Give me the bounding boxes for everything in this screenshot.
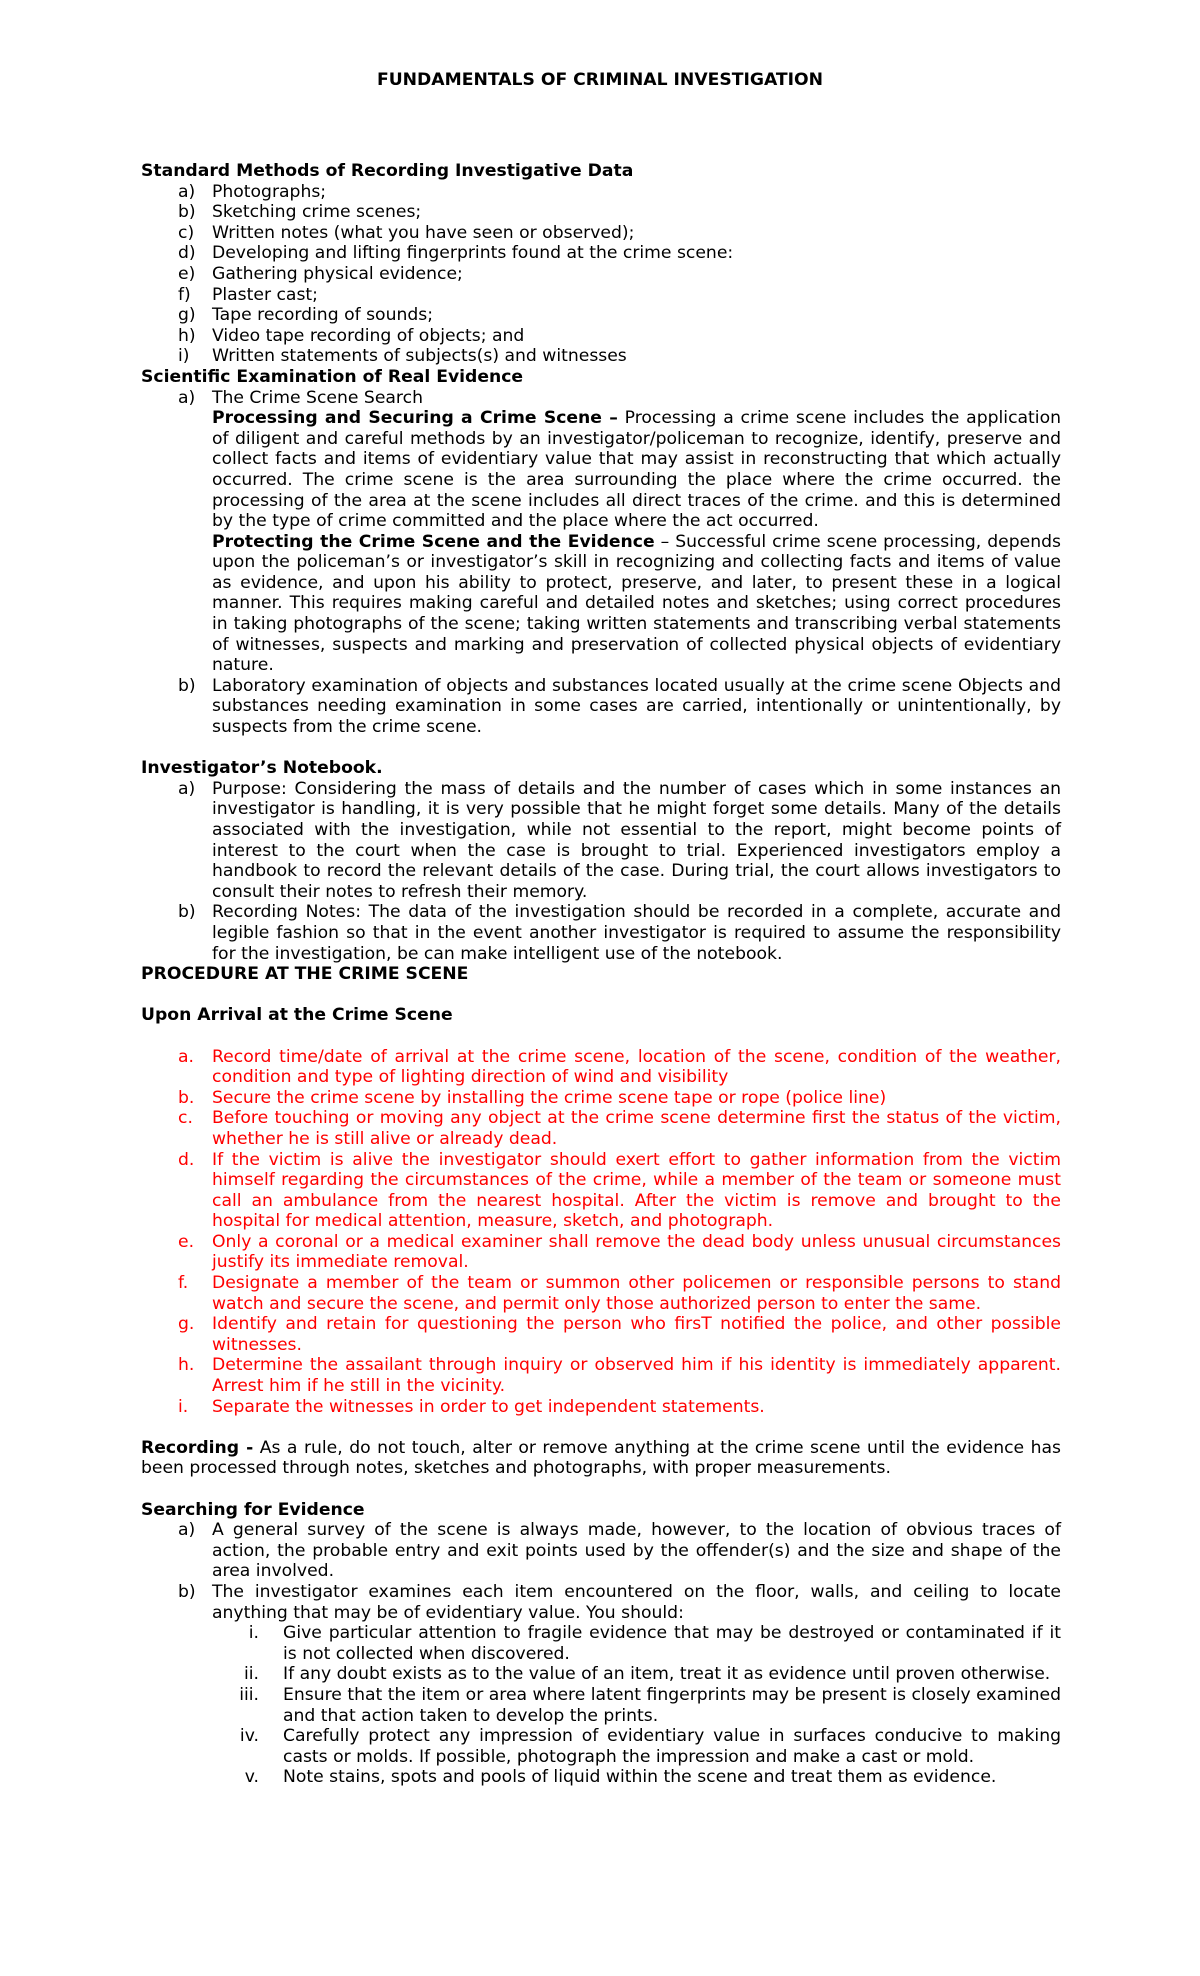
list-item — [141, 243, 1061, 264]
sub-list-item — [141, 1767, 1061, 1788]
list-marker: b. — [178, 1087, 195, 1108]
list-marker: v. — [244, 1767, 259, 1788]
list-item — [141, 388, 1061, 409]
list-marker: b) — [178, 1581, 196, 1602]
list-item — [141, 1088, 1061, 1109]
list-item — [141, 1397, 1061, 1418]
list-marker: g. — [178, 1314, 195, 1335]
list-marker: e. — [178, 1231, 195, 1252]
list-marker: a) — [178, 181, 196, 202]
list-item — [141, 1108, 1061, 1149]
list-marker: h. — [178, 1355, 195, 1376]
list-item — [141, 1232, 1061, 1273]
section-heading-notebook: Investigator’s Notebook. — [141, 758, 383, 779]
list-item-text: If any doubt exists as to the value of an item, treat it as evidence until proven otherwise. — [283, 1664, 1051, 1685]
paragraph-text: Processing a crime scene includes the application of diligent and careful methods by an investigator/policeman to recognize, identify, preserve and collect facts and items of evidentiary value that may assist in reconstructing that which actually occurred. The crime scene is the area surrounding the place where the crime occurred. the processing of the area at the scene includes all direct traces of the crime. and this is determined by the type of crime committed and the place where the act occurred. — [212, 408, 1061, 532]
list-marker: a) — [178, 387, 196, 408]
section-heading-procedure: PROCEDURE AT THE CRIME SCENE — [141, 964, 469, 985]
list-item — [141, 326, 1061, 347]
list-marker: d. — [178, 1149, 195, 1170]
list-marker: ii. — [243, 1664, 259, 1685]
list-item — [141, 285, 1061, 306]
list-marker: b) — [178, 202, 196, 223]
list-item-text: If the victim is alive the investigator should exert effort to gather information from the victim himself regarding the circumstances of the crime, while a member of the team or someone must call an ambulance from the nearest hospital. After the victim is remove and brought to the hospital for medical attention, measure, sketch, and photograph. — [212, 1149, 1061, 1232]
sub-list-item — [141, 1664, 1061, 1685]
list-item-text: Plaster cast; — [212, 284, 318, 305]
list-marker: c) — [178, 222, 195, 243]
list-item — [141, 779, 1061, 903]
paragraph-lead: Processing and Securing a Crime Scene – — [212, 408, 618, 429]
sub-list-item — [141, 1623, 1061, 1664]
paragraph-lead: Recording - — [141, 1437, 254, 1458]
list-marker: a) — [178, 778, 196, 799]
subheading-upon-arrival: Upon Arrival at the Crime Scene — [141, 1005, 453, 1026]
list-item-text: Purpose: Considering the mass of details and the number of cases which in some instances an investigator is handling, it is very possible that he might forget some details. Many of the details associated with the investigation, while not essential to the report, might become points of interest to the court when the case is brought to trial. Experienced investigators employ a handbook to record the relevant details of the case. During trial, the court allows investigators to consult their notes to refresh their memory. — [212, 778, 1061, 902]
list-marker: b) — [178, 902, 196, 923]
list-item-text: Note stains, spots and pools of liquid within the scene and treat them as evidence. — [283, 1767, 997, 1788]
list-item-text: The Crime Scene Search — [212, 387, 423, 408]
list-marker: f) — [178, 284, 191, 305]
list-item-text: Written notes (what you have seen or observed); — [212, 222, 635, 243]
list-marker: a. — [178, 1046, 194, 1067]
document-body — [141, 161, 1061, 1788]
list-item-text: Laboratory examination of objects and substances located usually at the crime scene Objects and substances needing examination in some cases are carried, intentionally or unintentionally, by suspects from the crime scene. — [212, 675, 1061, 738]
list-item-text: Separate the witnesses in order to get independent statements. — [212, 1396, 765, 1417]
list-item — [141, 202, 1061, 223]
list-marker: e) — [178, 263, 196, 284]
list-item-text: Developing and lifting fingerprints found at the crime scene: — [212, 243, 734, 264]
evidence-subitems-list — [141, 1623, 1061, 1788]
list-marker: f. — [178, 1273, 189, 1294]
paragraph-processing-crime-scene — [141, 408, 1061, 532]
list-item-text: The investigator examines each item encountered on the floor, walls, and ceiling to locate anything that may be of evidentiary value. You should: — [212, 1581, 1061, 1623]
list-item-text: Gathering physical evidence; — [212, 263, 463, 284]
document-title: FUNDAMENTALS OF CRIMINAL INVESTIGATION — [376, 70, 824, 90]
list-marker: iv. — [239, 1726, 259, 1747]
paragraph-text: – Successful crime scene processing, depends upon the policeman’s or investigator’s skill in recognizing and collecting facts and items of value as evidence, and upon his ability to protect, preserve, and later, to present these in a logical manner. This requires making careful and detailed notes and sketches; using correct procedures in taking photographs of the scene; taking written statements and transcribing verbal statements of witnesses, suspects and marking and preservation of collected physical objects of evidentiary nature. — [212, 531, 1062, 676]
list-marker: a) — [178, 1520, 196, 1541]
list-item-text: Determine the assailant through inquiry or observed him if his identity is immediately apparent. Arrest him if he still in the vicinity. — [212, 1355, 1061, 1397]
list-item-text: Written statements of subjects(s) and witnesses — [212, 346, 627, 367]
list-item-text: Identify and retain for questioning the person who firsT notified the police, and other possible witnesses. — [212, 1314, 1061, 1355]
list-marker: i) — [178, 346, 190, 367]
list-item-text: Recording Notes: The data of the investigation should be recorded in a complete, accurate and legible fashion so that in the event another investigator is required to assume the responsibility for the investigation, be can make intelligent use of the notebook. — [212, 902, 1061, 964]
list-item — [141, 1314, 1061, 1355]
list-item — [141, 1273, 1061, 1314]
list-item-text: Record time/date of arrival at the crime scene, location of the scene, condition of the weather, condition and type of lighting direction of wind and visibility — [212, 1046, 1061, 1088]
list-marker: g) — [178, 305, 196, 326]
list-item-text: Sketching crime scenes; — [212, 202, 422, 223]
list-item — [141, 1355, 1061, 1396]
list-item-text: Before touching or moving any object at the crime scene determine first the status of the victim, whether he is still alive or already dead. — [212, 1108, 1061, 1149]
list-item-text: Give particular attention to fragile evidence that may be destroyed or contaminated if it is not collected when discovered. — [283, 1623, 1061, 1664]
list-item — [141, 264, 1061, 285]
list-item-text: Ensure that the item or area where latent fingerprints may be present is closely examined and that action taken to develop the prints. — [283, 1684, 1061, 1726]
sub-list-item — [141, 1685, 1061, 1726]
paragraph-text: As a rule, do not touch, alter or remove anything at the crime scene until the evidence has been processed through notes, sketches and photographs, with proper measurements. — [141, 1437, 1061, 1479]
list-item-text: Only a coronal or a medical examiner shall remove the dead body unless unusual circumstances justify its immediate removal. — [212, 1231, 1061, 1273]
recording-methods-list — [141, 182, 1061, 367]
list-item-text: Designate a member of the team or summon other policemen or responsible persons to stand watch and secure the scene, and permit only those authorized person to enter the same. — [212, 1273, 1061, 1314]
paragraph-recording — [141, 1438, 1061, 1479]
list-marker: b) — [178, 675, 196, 696]
list-marker: i. — [248, 1623, 259, 1644]
section-heading-recording-methods: Standard Methods of Recording Investigative Data — [141, 161, 634, 181]
list-item-text: A general survey of the scene is always made, however, to the location of obvious traces of action, the probable entry and exit points used by the offender(s) and the size and shape of the area involved. — [212, 1520, 1061, 1582]
list-marker: i. — [178, 1396, 189, 1417]
list-item — [141, 676, 1061, 738]
list-marker: d) — [178, 243, 196, 264]
list-item — [141, 1047, 1061, 1088]
section-heading-scientific-examination: Scientific Examination of Real Evidence — [141, 366, 524, 387]
list-item-text: Photographs; — [212, 181, 327, 202]
list-item-text: Secure the crime scene by installing the crime scene tape or rope (police line) — [212, 1087, 887, 1108]
list-item — [141, 305, 1061, 326]
list-item — [141, 1582, 1061, 1623]
list-item — [141, 1150, 1061, 1232]
list-item — [141, 1520, 1061, 1582]
list-item — [141, 902, 1061, 964]
paragraph-lead: Protecting the Crime Scene and the Evidence — [212, 531, 655, 552]
arrival-steps-list — [141, 1047, 1061, 1418]
list-item-text: Carefully protect any impression of evidentiary value in surfaces conducive to making casts or molds. If possible, photograph the impression and make a cast or mold. — [283, 1726, 1061, 1767]
paragraph-protecting-crime-scene — [141, 532, 1061, 676]
list-marker: c. — [178, 1108, 193, 1129]
list-marker: h) — [178, 325, 196, 346]
list-item — [141, 346, 1061, 367]
list-item-text: Video tape recording of objects; and — [212, 325, 525, 346]
sub-list-item — [141, 1726, 1061, 1767]
list-item — [141, 223, 1061, 244]
list-item-text: Tape recording of sounds; — [212, 305, 434, 326]
list-marker: iii. — [239, 1684, 259, 1705]
section-heading-searching: Searching for Evidence — [141, 1499, 365, 1520]
list-item — [141, 182, 1061, 203]
